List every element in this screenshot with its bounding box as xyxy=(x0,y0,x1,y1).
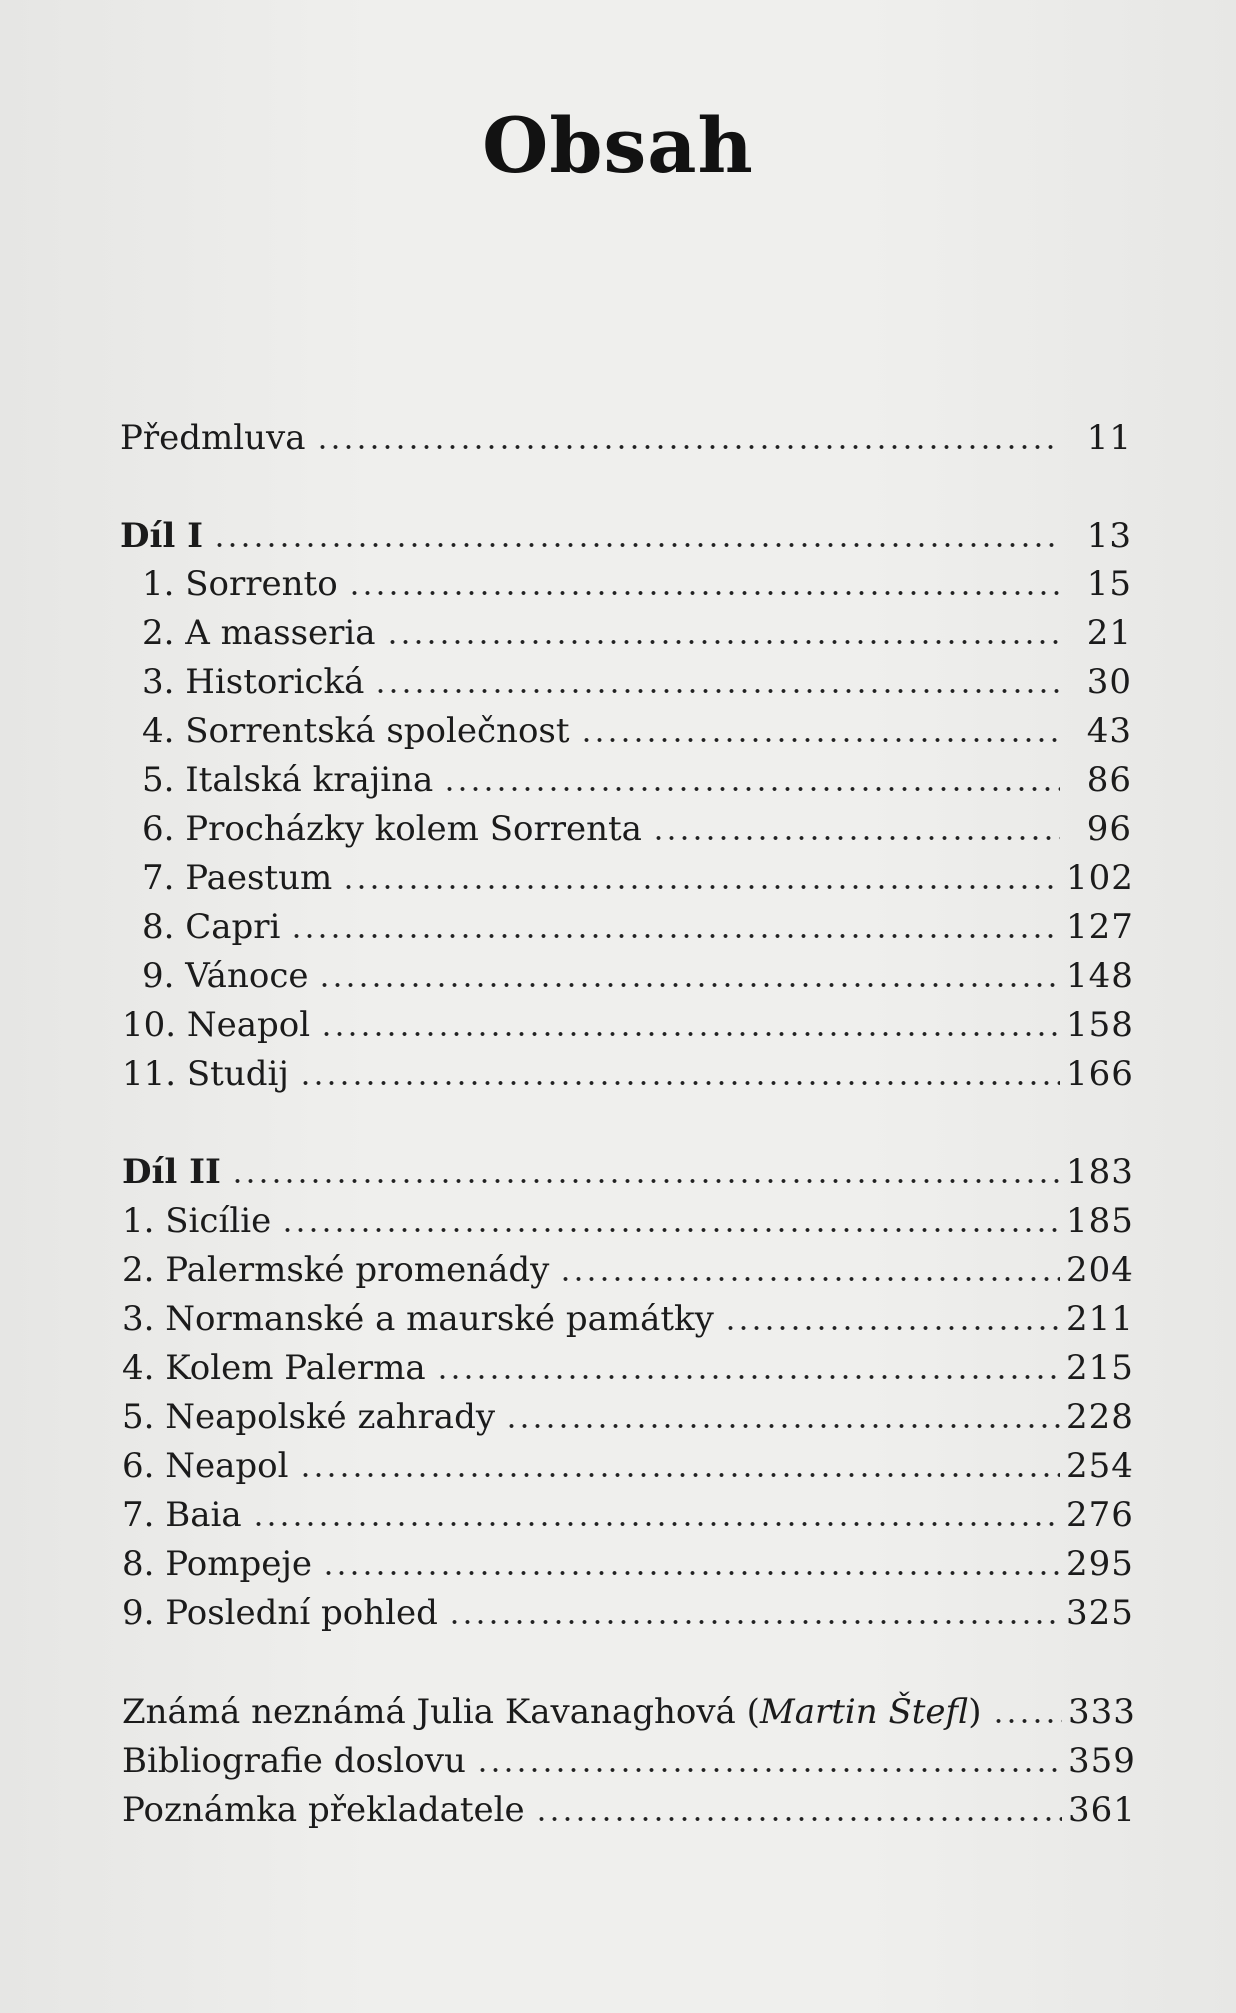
toc-entry xyxy=(142,660,1132,704)
toc-page-number: 21 xyxy=(1086,613,1132,653)
toc-entry xyxy=(122,1248,1132,1292)
toc-entry xyxy=(142,856,1132,900)
toc-entry-label: 5. Neapolské zahrady xyxy=(122,1397,496,1437)
dot-leader xyxy=(342,883,1060,891)
toc-entry-label: 6. Neapol xyxy=(122,1446,289,1486)
dot-leader xyxy=(281,1226,1060,1234)
toc-part-label: Díl I xyxy=(120,516,204,556)
dot-leader xyxy=(318,981,1060,989)
toc-entry xyxy=(142,709,1132,753)
dot-leader xyxy=(322,1569,1060,1577)
toc-entry xyxy=(142,562,1132,606)
toc-page-number: 185 xyxy=(1066,1201,1134,1241)
toc-entry-label: Bibliografie doslovu xyxy=(122,1741,466,1781)
toc-page-number: 96 xyxy=(1086,809,1132,849)
toc-page-number: 183 xyxy=(1066,1152,1134,1192)
toc-entry xyxy=(122,1297,1132,1341)
dot-leader xyxy=(505,1422,1060,1430)
dot-leader xyxy=(386,638,1060,646)
toc-page-number: 30 xyxy=(1086,662,1132,702)
toc-entry xyxy=(122,1052,1132,1096)
toc-page-number: 361 xyxy=(1068,1790,1136,1830)
toc-page-number: 211 xyxy=(1066,1299,1134,1339)
toc-page-number: 333 xyxy=(1068,1692,1136,1732)
toc-entry-bibliography xyxy=(122,1739,1134,1783)
toc-entry-label: Poznámka překladatele xyxy=(122,1790,525,1830)
toc-page-number: 276 xyxy=(1066,1495,1134,1535)
dot-leader xyxy=(231,1177,1060,1185)
toc-entry-label: 1. Sorrento xyxy=(142,564,338,604)
toc-part-dil-1 xyxy=(120,514,1132,558)
toc-entry-label: 11. Studij xyxy=(122,1054,289,1094)
dot-leader xyxy=(652,834,1060,842)
dot-leader xyxy=(320,1030,1060,1038)
toc-entry-label: 2. A masseria xyxy=(142,613,376,653)
toc-entry-label: 4. Sorrentská společnost xyxy=(142,711,570,751)
afterword-author: Martin Štefl xyxy=(759,1692,969,1732)
toc-page-number: 215 xyxy=(1066,1348,1134,1388)
dot-leader xyxy=(299,1471,1061,1479)
toc-page-number: 359 xyxy=(1068,1741,1136,1781)
dot-leader xyxy=(724,1324,1060,1332)
dot-leader xyxy=(290,932,1060,940)
toc-page-number: 86 xyxy=(1086,760,1132,800)
dot-leader xyxy=(252,1520,1060,1528)
afterword-title: Známá neznámá Julia Kavanaghová ( xyxy=(122,1692,760,1732)
toc-entry xyxy=(122,1542,1132,1586)
toc-entry xyxy=(142,954,1132,998)
toc-page-number: 11 xyxy=(1086,418,1132,458)
toc-entry-afterword xyxy=(122,1690,1134,1734)
toc-page-number: 13 xyxy=(1086,516,1132,556)
toc-entry-label: 8. Pompeje xyxy=(122,1544,313,1584)
toc-entry xyxy=(122,1346,1132,1390)
toc-entry-label: 9. Vánoce xyxy=(142,956,309,996)
dot-leader xyxy=(348,589,1060,597)
toc-entry xyxy=(142,611,1132,655)
toc-entry-predmluva xyxy=(120,416,1132,460)
afterword-paren: ) xyxy=(968,1692,982,1732)
dot-leader xyxy=(443,785,1060,793)
toc-entry xyxy=(122,1199,1132,1243)
toc-entry-label: 3. Historická xyxy=(142,662,365,702)
toc-page-number: 166 xyxy=(1066,1054,1134,1094)
dot-leader xyxy=(299,1079,1060,1087)
toc-entry-label: 1. Sicílie xyxy=(122,1201,272,1241)
toc-entry-label xyxy=(122,1690,992,1734)
toc-entry xyxy=(122,1591,1132,1635)
toc-entry-label: 7. Paestum xyxy=(142,858,333,898)
dot-leader xyxy=(535,1815,1062,1823)
toc-entry-label: 8. Capri xyxy=(142,907,281,947)
toc-page-number: 148 xyxy=(1066,956,1134,996)
toc-page-number: 228 xyxy=(1066,1397,1134,1437)
toc-entry xyxy=(122,1493,1132,1537)
dot-leader xyxy=(559,1275,1060,1283)
toc-page-number: 127 xyxy=(1066,907,1134,947)
toc-page-number: 15 xyxy=(1086,564,1132,604)
toc-entry xyxy=(142,807,1132,851)
toc-entry-label: 3. Normanské a maurské památky xyxy=(122,1299,714,1339)
dot-leader xyxy=(476,1766,1062,1774)
toc-part-label: Díl II xyxy=(122,1152,221,1192)
toc-entry xyxy=(142,758,1132,802)
dot-leader xyxy=(580,736,1060,744)
toc-entry-label: 4. Kolem Palerma xyxy=(122,1348,426,1388)
toc-page-number: 102 xyxy=(1066,858,1134,898)
toc-page-number: 295 xyxy=(1066,1544,1134,1584)
toc-page-number: 43 xyxy=(1086,711,1132,751)
toc-entry xyxy=(122,1444,1132,1488)
toc-page-number: 158 xyxy=(1066,1005,1134,1045)
dot-leader xyxy=(448,1618,1060,1626)
toc-page-number: 204 xyxy=(1066,1250,1134,1290)
toc-entry xyxy=(122,1395,1132,1439)
page-title: Obsah xyxy=(482,101,754,190)
toc-entry-label: Předmluva xyxy=(120,418,306,458)
toc-part-dil-2 xyxy=(122,1150,1132,1194)
dot-leader xyxy=(374,687,1060,695)
toc-entry xyxy=(142,905,1132,949)
toc-entry-label: 10. Neapol xyxy=(122,1005,311,1045)
toc-entry xyxy=(122,1003,1132,1047)
dot-leader xyxy=(316,443,1060,451)
toc-entry-label: 5. Italská krajina xyxy=(142,760,434,800)
dot-leader xyxy=(213,541,1060,549)
toc-entry-label: 6. Procházky kolem Sorrenta xyxy=(142,809,642,849)
toc-page-number: 325 xyxy=(1066,1593,1134,1633)
toc-entry-label: 7. Baia xyxy=(122,1495,242,1535)
toc-page-number: 254 xyxy=(1066,1446,1134,1486)
dot-leader xyxy=(992,1717,1063,1725)
dot-leader xyxy=(436,1373,1060,1381)
toc-entry-label: 2. Palermské promenády xyxy=(122,1250,550,1290)
toc-entry-translator-note xyxy=(122,1788,1134,1832)
toc-entry-label: 9. Poslední pohled xyxy=(122,1593,438,1633)
